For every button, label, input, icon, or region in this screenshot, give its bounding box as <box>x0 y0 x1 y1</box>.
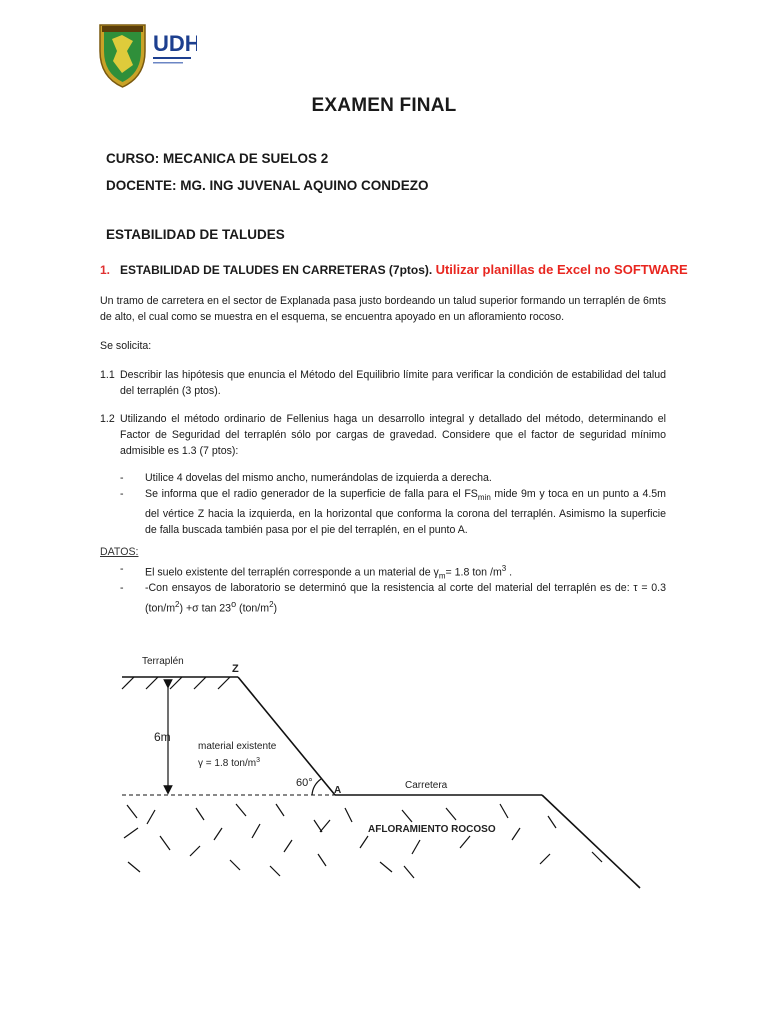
slope-face <box>238 677 335 795</box>
bullet-item: - Utilice 4 dovelas del mismo ancho, numerándolas de izquierda a derecha. <box>120 470 666 486</box>
rock-slope <box>542 795 640 888</box>
vertex-z-label: Z <box>232 663 239 675</box>
solicita-label: Se solicita: <box>100 340 152 352</box>
unit-weight-label: γ = 1.8 ton/$m^3$ <box>198 757 260 769</box>
bullet-text: Utilice 4 dovelas del mismo ancho, numerándolas de izquierda a derecha. <box>145 472 492 484</box>
datos-label: DATOS: <box>100 546 139 558</box>
rock-label: AFLORAMIENTO ROCOSO <box>368 824 496 835</box>
material-label: material existente <box>198 741 277 752</box>
question-heading <box>100 262 688 277</box>
section-heading: ESTABILIDAD DE TALUDES <box>106 227 285 242</box>
question-title: ESTABILIDAD DE TALUDES EN CARRETERAS (7ptos). <box>120 263 433 277</box>
terraplen-label: Terraplén <box>142 656 184 667</box>
university-logo <box>97 21 197 91</box>
question-number: 1. <box>100 263 111 277</box>
course-heading: CURSO: MECANICA DE SUELOS 2 <box>106 151 329 166</box>
item-number: 1.2 <box>100 413 115 425</box>
point-a-label: A <box>334 785 342 796</box>
list-item <box>100 367 666 399</box>
item-text: Utilizando el método ordinario de Fellenius haga un desarrollo integral y detallado del método, determinando el Factor de Seguridad del terraplén sólo por cargas de gravedad. Considere que el factor de seguridad mínimo admisible es 1.3 (7 ptos): <box>120 413 666 457</box>
datos-item: - El suelo existente del terraplén corresponde a un material de $\gamma_m= 1.8$ ton $/m^3$ . <box>120 561 666 585</box>
item-text: Describir las hipótesis que enuncia el Método del Equilibrio límite para verificar la condición de estabilidad del talud del terraplén (3 ptos). <box>120 369 666 397</box>
question-note: Utilizar planillas de Excel no SOFTWARE <box>435 262 688 277</box>
road-label: Carretera <box>405 780 448 791</box>
page-title: EXAMEN FINAL <box>311 95 457 116</box>
list-item <box>100 411 666 459</box>
bullet-item: - Se informa que el radio generador de la superficie de falla para el $FS_{min}$ mide 9m y toca en un punto a 4.5m del vértice Z hacia la izquierda, en la horizontal que conforma la corona del terraplén. Asimismo la superficie de falla buscada también pasa por el pie del terraplén, en el punto A. <box>120 488 666 537</box>
height-label: 6m <box>154 730 171 744</box>
university-shield-icon <box>97 21 197 91</box>
datos-text: El suelo existente del terraplén corresponde a un material de $\gamma_m= 1.8$ ton $/m^3$ . <box>145 564 513 581</box>
bullet-text: Se informa que el radio generador de la superficie de falla para el $FS_{min}$ mide 9m y toca en un punto a 4.5m del vértice Z hacia la izquierda, en la horizontal que conforma la corona del terraplén. Asimismo la superficie de falla buscada también pasa por el pie del terraplén, en el punto A. <box>145 488 666 537</box>
rock-hatch <box>124 804 602 878</box>
teacher-heading: DOCENTE: MG. ING JUVENAL AQUINO CONDEZO <box>106 178 429 193</box>
crown-hatch <box>122 677 230 689</box>
angle-arc <box>312 779 321 795</box>
intro-paragraph: Un tramo de carretera en el sector de Explanada pasa justo bordeando un talud superior formando un terraplén de 6mts de alto, el cual como se muestra en el esquema, se encuentra apoyado en un afloramiento rocoso. <box>100 295 666 323</box>
datos-item: - -Con ensayos de laboratorio se determinó que la resistencia al corte del material del terraplén es de: τ = 0.3 $(ton/m^2) +\sigma$ tan 23$^o$ $(ton/m^2)$ <box>120 582 666 615</box>
datos-text: -Con ensayos de laboratorio se determinó que la resistencia al corte del material del terraplén es de: τ = 0.3 $(ton/m^2) +\sigma$ tan 23$^o$ $(ton/m^2)$ <box>145 582 666 615</box>
angle-label: 60° <box>296 777 313 789</box>
item-number: 1.1 <box>100 369 115 381</box>
logo-text: UDH <box>153 31 197 56</box>
slope-diagram <box>0 640 768 900</box>
